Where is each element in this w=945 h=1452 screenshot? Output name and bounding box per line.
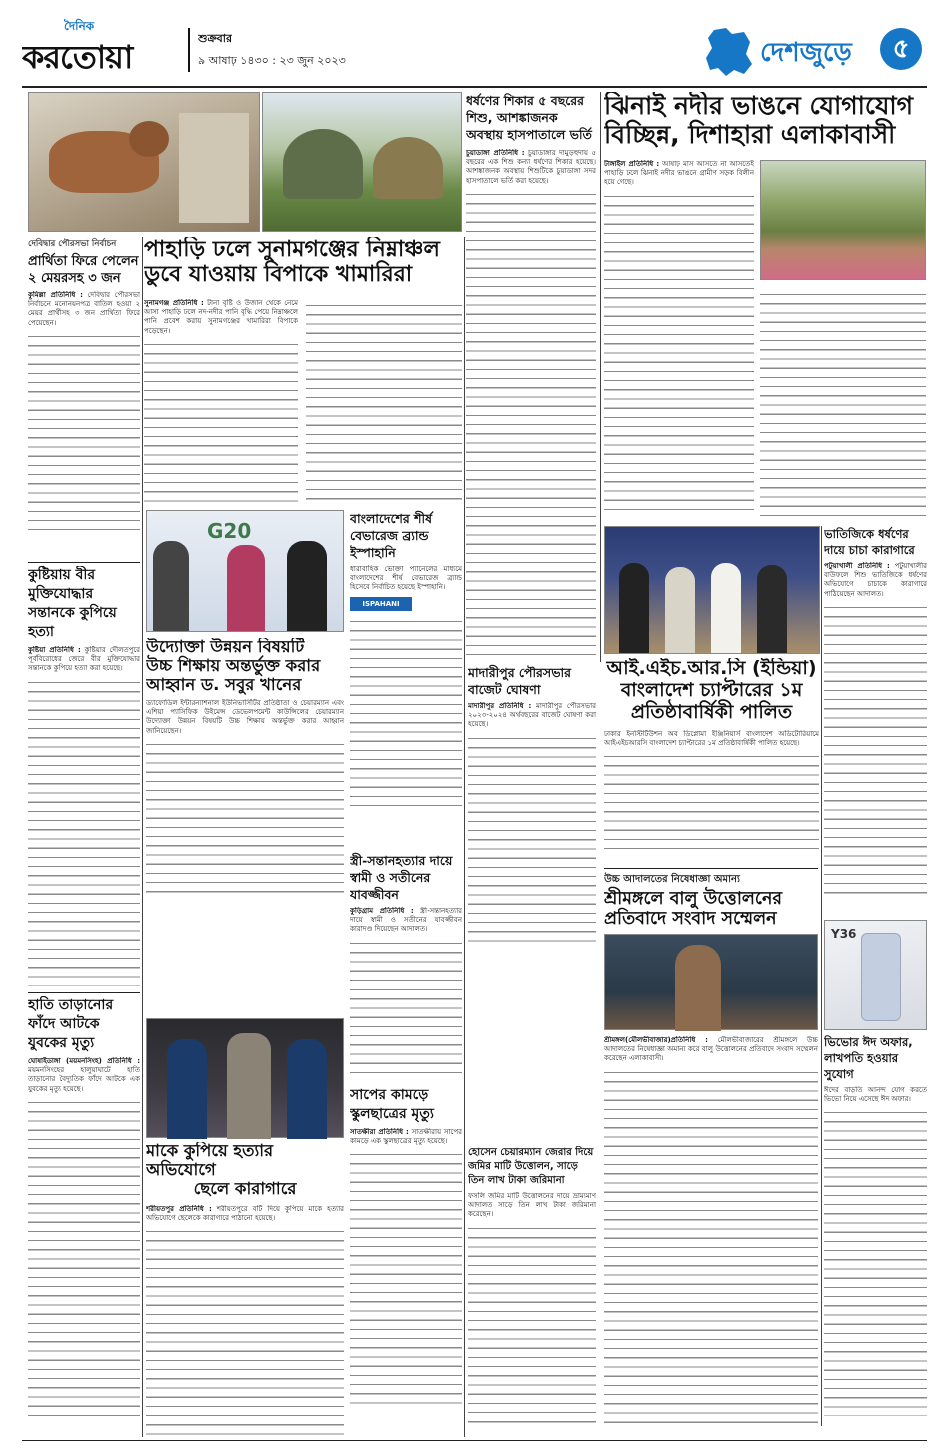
article-flood-farmers-body-2 xyxy=(306,299,462,504)
article-ihrc-lead: ঢাকার ইনস্টিটিউশন অব ডিপ্লোমা ইঞ্জিনিয়ার্স বাংলাদেশ অডিটোরিয়ামে আইএইচআরসি বাংলাদেশ চ্যাপ্টারের ১ম প্রতিষ্ঠাবার্ষিকী পালিত হয়েছে। xyxy=(604,729,819,747)
section-header xyxy=(700,22,925,80)
g20-banner-text: G20 xyxy=(207,519,252,543)
ihrc-event-photo xyxy=(604,526,820,654)
article-snakebite xyxy=(350,1086,462,1436)
article-flood-farmers-headline-line1: পাহাড়ি ঢলে সুনামগঞ্জের নিম্নাঞ্চল xyxy=(144,237,440,262)
article-beverage-brand-headline: বাংলাদেশের শীর্ষ বেভারেজ ব্র্যান্ড ইস্পাহানি xyxy=(350,511,433,560)
article-land-fine-lead: ফসলি জমির মাটি উত্তোলনের দায়ে ভ্রাম্যমাণ আদালত সাড়ে তিন লাখ টাকা জরিমানা করেছেন। xyxy=(468,1192,596,1219)
river-erosion-photo xyxy=(760,160,926,280)
article-entrepreneur-lead: ড্যাফোডিল ইন্টারন্যাশনাল ইউনিভার্সিটির প্রতিষ্ঠাতা ও চেয়ারম্যান এবং এশিয়া প্যাসিফিক উইমেন্স ডেভেলপমেন্ট কাউন্সিলের চেয়ারম্যান উদ্যোক্তা উন্নয়ন বিষয়টি উচ্চ শিক্ষায় অন্তর্ভুক্ত করার আহ্বান জানিয়েছেন। xyxy=(146,698,344,735)
article-son-jailed-headline-line1: মাকে কুপিয়ে হত্যার অভিযোগে xyxy=(146,1142,274,1179)
article-river-erosion xyxy=(604,92,927,522)
article-sand-extraction-byline: শ্রীমঙ্গল(মৌলভীবাজার)প্রতিনিধি : xyxy=(604,1036,708,1044)
rule xyxy=(28,562,140,563)
article-uncle-jailed-body xyxy=(824,601,927,901)
rule xyxy=(604,868,818,869)
masthead-date: ৯ আষাঢ় ১৪৩০ : ২৩ জুন ২০২৩ xyxy=(198,54,346,67)
paper-logo xyxy=(22,18,182,78)
article-ihrc-headline-line2: বাংলাদেশ চ্যাপ্টারের ১ম xyxy=(620,678,803,701)
article-child-assault-byline: চুয়াডাঙ্গা প্রতিনিধি : xyxy=(466,149,525,157)
bangladesh-map-icon xyxy=(700,24,756,80)
article-child-assault-lead: চুয়াডাঙ্গার দামুড়হুদায় ৫ বছরের এক শিশু কন্যা ধর্ষণের শিকার হয়েছে। আশঙ্কাজনক অবস্থায় শিশুটিকে চুয়াডাঙ্গা সদর হাসপাতালে ভর্তি করা হয়েছে। xyxy=(466,149,596,185)
article-madaripur-budget xyxy=(468,664,596,964)
page-number: ৫ xyxy=(892,34,910,64)
article-life-sentence-lead: স্ত্রী-সন্তানহত্যার দায়ে স্বামী ও সতীনের যাবজ্জীবন কারাদণ্ড দিয়েছেন আদালত। xyxy=(350,907,462,934)
article-river-erosion-headline-line2: বিচ্ছিন্ন, দিশাহারা এলাকাবাসী xyxy=(604,119,896,149)
article-life-sentence xyxy=(350,852,462,1082)
article-uncle-jailed-byline: পটুয়াখালী প্রতিনিধি : xyxy=(824,562,890,570)
masthead xyxy=(0,0,945,88)
rule xyxy=(28,992,140,993)
column-rule xyxy=(142,237,143,1437)
article-son-jailed-lead: শরীয়তপুরে বটি দিয়ে কুপিয়ে মাকে হত্যার অভিযোগে ছেলেকে কারাগারে পাঠানো হয়েছে। xyxy=(146,1204,344,1223)
article-land-fine-headline-a: হোসেন চেয়ারম্যান জেরার দিয়ে xyxy=(468,1147,594,1158)
article-elephant-trap-body xyxy=(28,1096,140,1418)
article-municipal-election-headline: প্রার্থিতা ফিরে পেলেন ২ মেয়রসহ ৩ জন xyxy=(28,254,139,286)
article-vivo-offer xyxy=(824,1034,927,1436)
article-beverage-brand-body xyxy=(350,615,462,811)
article-uncle-jailed-headline: ভাতিজিকে ধর্ষণের দায়ে চাচা কারাগারে xyxy=(824,527,915,557)
masthead-divider xyxy=(188,28,190,72)
haystack-photo xyxy=(262,92,462,232)
police-arrest-photo xyxy=(146,1018,344,1138)
masthead-day: শুক্রবার xyxy=(198,32,233,45)
article-life-sentence-byline: কুড়িগ্রাম প্রতিনিধি : xyxy=(350,907,414,915)
article-municipal-election-kicker: দেবিদ্বার পৌরসভা নির্বাচন xyxy=(28,239,117,249)
article-life-sentence-body xyxy=(350,937,462,1077)
article-vivo-offer-headline: ভিভোর ঈদ অফার, লাখপতি হওয়ার সুযোগ xyxy=(824,1035,913,1081)
ispahani-logo-text: ISPAHANI xyxy=(362,599,400,608)
vivo-phone-label: Y36 xyxy=(831,927,857,941)
masthead-rule xyxy=(22,86,927,88)
article-child-assault xyxy=(466,92,596,662)
article-sand-extraction-body xyxy=(604,1066,818,1426)
article-ihrc-headline-line1: আই.এইচ.আর.সি (ইন্ডিয়া) xyxy=(606,658,817,679)
article-river-erosion-body-2 xyxy=(760,288,926,518)
article-snakebite-body xyxy=(350,1148,462,1404)
article-uncle-jailed-lead: পটুয়াখালীর বাউফলে শিশু ভাতিজিকে ধর্ষণের অভিযোগে চাচাকে কারাগারে পাঠিয়েছেন আদালত। xyxy=(824,562,927,598)
article-child-assault-headline: ধর্ষণের শিকার ৫ বছরের শিশু, আশঙ্কাজনক অবস্থায় হাসপাতালে ভর্তি xyxy=(466,93,592,142)
article-vivo-offer-body xyxy=(824,1106,927,1416)
article-entrepreneur-headline-line3: আহ্বান ড. সবুর খানের xyxy=(146,674,302,694)
article-flood-farmers-byline: সুনামগঞ্জ প্রতিনিধি : xyxy=(144,299,204,307)
article-snakebite-headline: সাপের কামড়ে স্কুলছাত্রের মৃত্যু xyxy=(350,1087,434,1122)
article-land-fine-headline-b: জমির মাটি উত্তোলন, সাড়ে xyxy=(468,1161,578,1172)
article-son-jailed-byline: শরীয়তপুর প্রতিনিধি : xyxy=(146,1204,212,1213)
g20-award-photo xyxy=(146,510,344,632)
article-river-erosion-lead: আষাঢ় মাস আসতে না আসতেই পাহাড়ি ঢলে ঝিনাই নদীর ভাঙনে গ্রামীণ সড়ক বিলীন হয়ে গেছে। xyxy=(604,160,754,187)
logo-small-text: দৈনিক xyxy=(64,19,95,33)
article-madaripur-budget-body xyxy=(468,732,596,944)
article-flood-farmers-body xyxy=(144,338,298,504)
article-entrepreneur-body xyxy=(146,738,344,895)
article-vivo-offer-lead: ঈদের বাড়তি আনন্দ যোগ করতে ভিভো নিয়ে এসেছে ঈদ অফার। xyxy=(824,1086,927,1104)
article-kushtia-murder-body xyxy=(28,676,140,986)
article-ihrc-body xyxy=(604,750,819,850)
article-land-fine-body xyxy=(468,1222,596,1428)
article-elephant-trap-lead: ময়মনসিংহের হালুয়াঘাটে হাতি তাড়ানোর বৈদ্যুতিক ফাঁদে আটকে এক যুবকের মৃত্যু হয়েছে। xyxy=(28,1066,140,1093)
article-elephant-trap-headline: হাতি তাড়ানোর ফাঁদে আটকে যুবকের মৃত্যু xyxy=(28,997,114,1051)
vivo-phone-image xyxy=(824,920,927,1030)
article-sand-extraction-headline-line1: শ্রীমঙ্গলে বালু উত্তোলনের xyxy=(604,889,783,909)
article-son-jailed-body xyxy=(146,1225,344,1435)
article-kushtia-murder-lead: কুষ্টিয়ার দৌলতপুরে পূর্ববিরোধের জেরে বীর মুক্তিযোদ্ধার সন্তানকে কুপিয়ে হত্যা করা হয়েছে। xyxy=(28,646,140,673)
column-rule xyxy=(600,92,601,662)
article-entrepreneur xyxy=(146,638,344,908)
column-rule xyxy=(821,526,822,1426)
article-sand-extraction-headline-line2: প্রতিবাদে সংবাদ সম্মেলন xyxy=(604,909,777,930)
article-kushtia-murder xyxy=(28,566,140,986)
article-river-erosion-byline: টাঙ্গাইল প্রতিনিধি : xyxy=(604,160,660,168)
article-sand-extraction-kicker: উচ্চ আদালতের নিষেধাজ্ঞা অমান্য xyxy=(604,874,740,885)
article-ihrc-headline-line3: প্রতিষ্ঠাবার্ষিকী পালিত xyxy=(630,700,793,723)
article-madaripur-budget-byline: মাদারীপুর প্রতিনিধি : xyxy=(468,702,532,710)
cattle-photo xyxy=(28,92,260,232)
article-madaripur-budget-headline: মাদারীপুর পৌরসভার বাজেট ঘোষণা xyxy=(468,665,572,697)
article-kushtia-murder-headline: কুষ্টিয়ায় বীর মুক্তিযোদ্ধার সন্তানকে কুপিয়ে হত্যা xyxy=(28,567,117,640)
article-river-erosion-headline-line1: ঝিনাই নদীর ভাঙনে যোগাযোগ xyxy=(604,92,914,120)
article-land-fine-headline-c: তিন লাখ টাকা জরিমানা xyxy=(468,1175,565,1186)
article-land-fine xyxy=(468,1146,596,1436)
article-entrepreneur-headline-line1: উদ্যোক্তা উন্নয়ন বিষয়টি xyxy=(146,638,305,656)
article-son-jailed xyxy=(146,1142,344,1436)
article-sand-extraction-lead: মৌলভীবাজারের শ্রীমঙ্গলে উচ্চ আদালতের নিষেধাজ্ঞা অমান্য করে বালু উত্তোলনের প্রতিবাদে সংবাদ সম্মেলন করেছেন এলাকাবাসী। xyxy=(604,1036,818,1063)
article-municipal-election-lead: দেবিদ্বার পৌরসভা নির্বাচনে মনোনয়নপত্র বাতিল হওয়া ২ মেয়র প্রার্থীসহ ৩ জন প্রার্থিতা ফিরে পেয়েছেন। xyxy=(28,291,140,327)
press-conference-photo xyxy=(604,934,818,1030)
page-bottom-rule xyxy=(22,1440,927,1441)
logo-main-text: করতোয়া xyxy=(22,38,133,76)
section-title: দেশজুড়ে xyxy=(760,38,852,68)
article-flood-farmers xyxy=(144,237,462,507)
article-river-erosion-body xyxy=(604,190,754,510)
article-madaripur-budget-lead: মাদারীপুর পৌরসভার ২০২৩-২০২৪ অর্থবছরের বাজেট ঘোষণা করা হয়েছে। xyxy=(468,702,596,729)
page-number-badge xyxy=(880,28,922,70)
ispahani-logo xyxy=(350,597,412,611)
article-uncle-jailed xyxy=(824,526,927,916)
article-municipal-election xyxy=(28,237,140,557)
article-elephant-trap xyxy=(28,996,140,1436)
article-son-jailed-headline-line2: ছেলে কারাগারে xyxy=(193,1178,297,1198)
article-flood-farmers-headline-line2: ডুবে যাওয়ায় বিপাকে খামারিরা xyxy=(144,262,413,288)
article-sand-extraction xyxy=(604,872,818,1436)
article-entrepreneur-headline-line2: উচ্চ শিক্ষায় অন্তর্ভুক্ত করার xyxy=(146,655,321,675)
article-child-assault-body xyxy=(466,188,596,657)
article-snakebite-byline: সাতক্ষীরা প্রতিনিধি : xyxy=(350,1128,409,1136)
article-beverage-brand xyxy=(350,510,462,848)
article-flood-farmers-lead: টানা বৃষ্টি ও উজান থেকে নেমে আসা পাহাড়ি ঢলে নদ-নদীর পানি বৃদ্ধি পেয়ে নিম্নাঞ্চলে পানি প্রবেশ করায় সুনামগঞ্জের খামারিরা বিপাকে পড়েছেন। xyxy=(144,299,298,335)
article-elephant-trap-byline: ঘোষাইডাঙ্গা (ময়মনসিংহ) প্রতিনিধি : xyxy=(28,1057,140,1065)
article-life-sentence-headline: স্ত্রী-সন্তানহত্যার দায়ে স্বামী ও সতীনের যাবজ্জীবন xyxy=(350,853,453,902)
article-municipal-election-byline: কুমিল্লা প্রতিনিধি : xyxy=(28,291,83,299)
article-kushtia-murder-byline: কুষ্টিয়া প্রতিনিধি : xyxy=(28,646,81,654)
article-beverage-brand-lead: ধারাবাহিক ভোক্তা প্যানেলের মাধ্যমে বাংলাদেশের শীর্ষ বেভারেজ ব্র্যান্ড হিসেবে নির্বাচিত হয়েছে ইস্পাহানি। xyxy=(350,565,462,592)
column-rule xyxy=(464,237,465,1437)
article-municipal-election-body xyxy=(28,330,140,530)
article-snakebite-lead: সাতক্ষীরায় সাপের কামড়ে এক স্কুলছাত্রের মৃত্যু হয়েছে। xyxy=(350,1128,462,1146)
